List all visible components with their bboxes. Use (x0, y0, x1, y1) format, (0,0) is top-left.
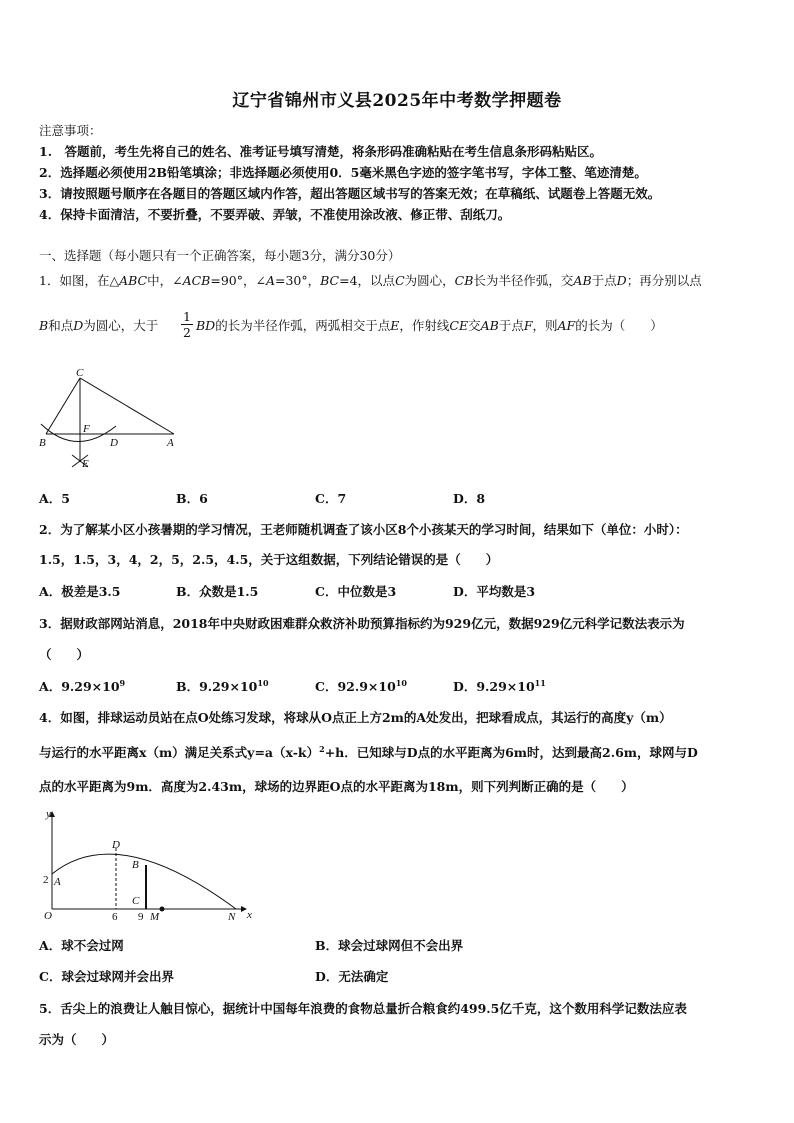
label-a: A (167, 437, 174, 449)
label-nine: 9 (138, 911, 144, 923)
q3-option-b: B．$9.29\times 10^{10}$ (176, 677, 269, 694)
segment-cb (46, 378, 80, 434)
q3-option-d: D．$9.29\times 10^{11}$ (453, 677, 546, 694)
point-m (160, 907, 165, 912)
label-b: B (39, 437, 46, 449)
q4-line3: 点的水平距离为9m．高度为2.43m，球场的边界距O点的水平距离为18m，则下列判断正确的是（ ） (39, 779, 634, 794)
segment-ca (80, 378, 174, 434)
label-n: N (228, 911, 236, 923)
notice-item-1: 1. 答题前，考生先将自己的姓名、准考证号填写清楚，将条形码准确粘贴在考生信息条形码粘贴区。 (39, 144, 603, 159)
fraction-one-half: $\frac{1}{2}$ (181, 309, 193, 340)
q3-option-a: A．$9.29\times 10^9$ (39, 677, 126, 694)
q1-option-b: B．6 (176, 491, 208, 506)
label-a: A (54, 876, 61, 888)
q1-line2b: BD的长为半径作弧，两弧相交于点E，作射线CE交AB于点F，则AF的长为（ ） (196, 318, 663, 333)
q2-line1: 2．为了解某小区小孩暑期的学习情况，王老师随机调查了该小区8个小孩某天的学习时间，结果如下（单位：小时）： (39, 522, 688, 537)
q4-parabola-figure (34, 806, 264, 928)
q4-line1: 4．如图，排球运动员站在点O处练习发球，将球从O点正上方2m的A处发出，把球看成点，其运行的高度y（m） (39, 710, 672, 725)
label-m: M (150, 911, 160, 923)
label-y: y (46, 808, 51, 820)
label-b: B (132, 859, 139, 871)
label-e: E (82, 458, 89, 470)
ball-trajectory (52, 854, 236, 909)
q1-triangle-figure (36, 366, 186, 474)
q2-option-d: D．平均数是3 (453, 584, 536, 599)
q1-line2a: B和点D为圆心，大于 (39, 318, 159, 333)
q1-option-a: A．5 (39, 491, 70, 506)
q2-option-a: A．极差是3.5 (39, 584, 121, 599)
label-c: C (76, 367, 84, 379)
q2-option-b: B．众数是1.5 (176, 584, 259, 599)
label-o: O (44, 910, 52, 922)
notice-heading: 注意事项： (39, 123, 102, 138)
q4-option-c: C．球会过球网并会出界 (39, 969, 174, 984)
notice-item-4: 4．保持卡面清洁，不要折叠，不要弄破、弄皱，不准使用涂改液、修正带、刮纸刀。 (39, 207, 511, 222)
label-x: x (247, 909, 252, 921)
q2-line2: 1.5，1.5，3，4，2，5，2.5，4.5，关于这组数据，下列结论错误的是（ ） (39, 552, 499, 567)
label-f: F (83, 423, 90, 435)
q1-option-d: D．8 (453, 491, 486, 506)
label-six: 6 (112, 911, 118, 923)
label-d: D (112, 839, 120, 851)
arc-bd (41, 424, 116, 442)
label-d: D (110, 437, 118, 449)
q5-line1: 5．舌尖上的浪费让人触目惊心，据统计中国每年浪费的食物总量折合粮食约499.5亿千克，这个数用科学记数法应表 (39, 1001, 687, 1016)
q3-option-c: C．$92.9\times 10^{10}$ (315, 677, 407, 694)
q4-line2: 与运行的水平距离x（m）满足关系式$y=a(x-k)^2+h$．已知球与D点的水平距离为6m时，达到最高2.6m，球网与D (39, 743, 698, 760)
q3-line1: 3．据财政部网站消息，2018年中央财政困难群众救济补助预算指标约为929亿元，数据929亿元科学记数法表示为 (39, 616, 685, 631)
q3-line2: （ ） (39, 647, 90, 662)
q4-option-a: A．球不会过网 (39, 938, 124, 953)
q4-option-d: D．无法确定 (315, 969, 389, 984)
section-heading: 一、选择题（每小题只有一个正确答案，每小题3分，满分30分） (39, 248, 401, 263)
q2-option-c: C．中位数是3 (315, 584, 397, 599)
q1-option-c: C．7 (315, 491, 347, 506)
q5-line2: 示为（ ） (39, 1032, 115, 1047)
page-title: 辽宁省锦州市义县2025年中考数学押题卷 (232, 91, 562, 111)
notice-item-3: 3．请按照题号顺序在各题目的答题区域内作答，超出答题区域书写的答案无效；在草稿纸、试题卷上答题无效。 (39, 186, 661, 201)
label-two: 2 (43, 874, 49, 886)
q1-line1: 1．如图，在△ABC中，∠ACB=90°，∠A=30°，BC=4，以点C为圆心，CB长为半径作弧，交AB于点D；再分别以点 (39, 273, 702, 288)
q4-option-b: B．球会过球网但不会出界 (315, 938, 464, 953)
notice-item-2: 2．选择题必须使用2B铅笔填涂；非选择题必须使用0．5毫米黑色字迹的签字笔书写，字体工整、笔迹清楚。 (39, 165, 647, 180)
label-c: C (132, 895, 140, 907)
